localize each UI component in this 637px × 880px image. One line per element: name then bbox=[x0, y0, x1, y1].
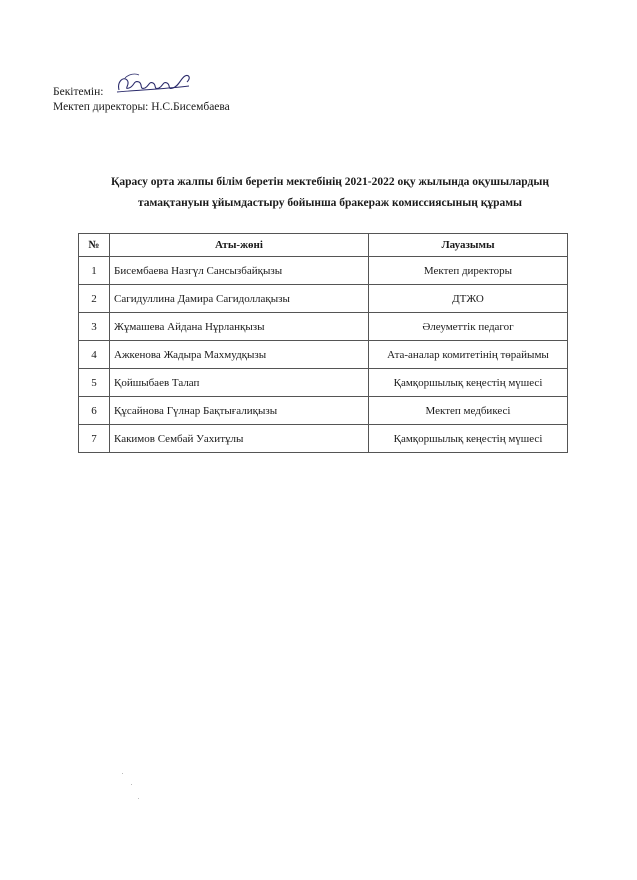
table-row bbox=[79, 425, 568, 453]
scan-speck bbox=[131, 784, 132, 785]
title-line-2: тамақтануын ұйымдастыру бойынша бракераж комиссиясының құрамы bbox=[137, 197, 523, 209]
header-num: № bbox=[79, 234, 110, 257]
approved-label: Бекітемін: bbox=[53, 86, 104, 98]
row-num: 2 bbox=[79, 285, 110, 313]
director-signature bbox=[109, 76, 199, 98]
table-row bbox=[79, 285, 568, 313]
row-num: 5 bbox=[79, 369, 110, 397]
row-name: Қойшыбаев Талап bbox=[110, 369, 369, 397]
table-row bbox=[79, 369, 568, 397]
row-num: 7 bbox=[79, 425, 110, 453]
scan-speck bbox=[122, 773, 123, 774]
row-position: Мектеп директоры bbox=[369, 257, 568, 285]
director-line: Мектеп директоры: Н.С.Бисембаева bbox=[53, 101, 230, 113]
row-position: Қамқоршылық кеңестің мүшесі bbox=[369, 425, 568, 453]
document-title bbox=[40, 172, 620, 214]
row-num: 6 bbox=[79, 397, 110, 425]
row-num: 1 bbox=[79, 257, 110, 285]
header-name: Аты-жөні bbox=[110, 234, 369, 257]
table-row bbox=[79, 397, 568, 425]
row-name: Какимов Сембай Уахитұлы bbox=[110, 425, 369, 453]
commission-table bbox=[78, 233, 568, 453]
approval-line bbox=[53, 85, 230, 100]
row-name: Бисембаева Назгүл Сансызбайқызы bbox=[110, 257, 369, 285]
header-position: Лауазымы bbox=[369, 234, 568, 257]
row-position: Мектеп медбикесі bbox=[369, 397, 568, 425]
table-row bbox=[79, 313, 568, 341]
row-name: Ажкенова Жадыра Махмудқызы bbox=[110, 341, 369, 369]
row-position: Әлеуметтік педагог bbox=[369, 313, 568, 341]
row-position: ДТЖО bbox=[369, 285, 568, 313]
table-header-row bbox=[79, 234, 568, 257]
approval-block bbox=[53, 85, 230, 115]
scan-speck bbox=[138, 798, 139, 799]
table-row bbox=[79, 341, 568, 369]
row-position: Қамқоршылық кеңестің мүшесі bbox=[369, 369, 568, 397]
row-name: Сагидуллина Дамира Сагидоллақызы bbox=[110, 285, 369, 313]
row-num: 4 bbox=[79, 341, 110, 369]
title-line-1: Қарасу орта жалпы білім беретін мектебінің 2021-2022 оқу жылында оқушылардың bbox=[111, 176, 549, 188]
row-name: Құсайнова Гүлнар Бақтығалиқызы bbox=[110, 397, 369, 425]
row-name: Жұмашева Айдана Нұрланқызы bbox=[110, 313, 369, 341]
row-num: 3 bbox=[79, 313, 110, 341]
table-row bbox=[79, 257, 568, 285]
row-position: Ата-аналар комитетінің төрайымы bbox=[369, 341, 568, 369]
